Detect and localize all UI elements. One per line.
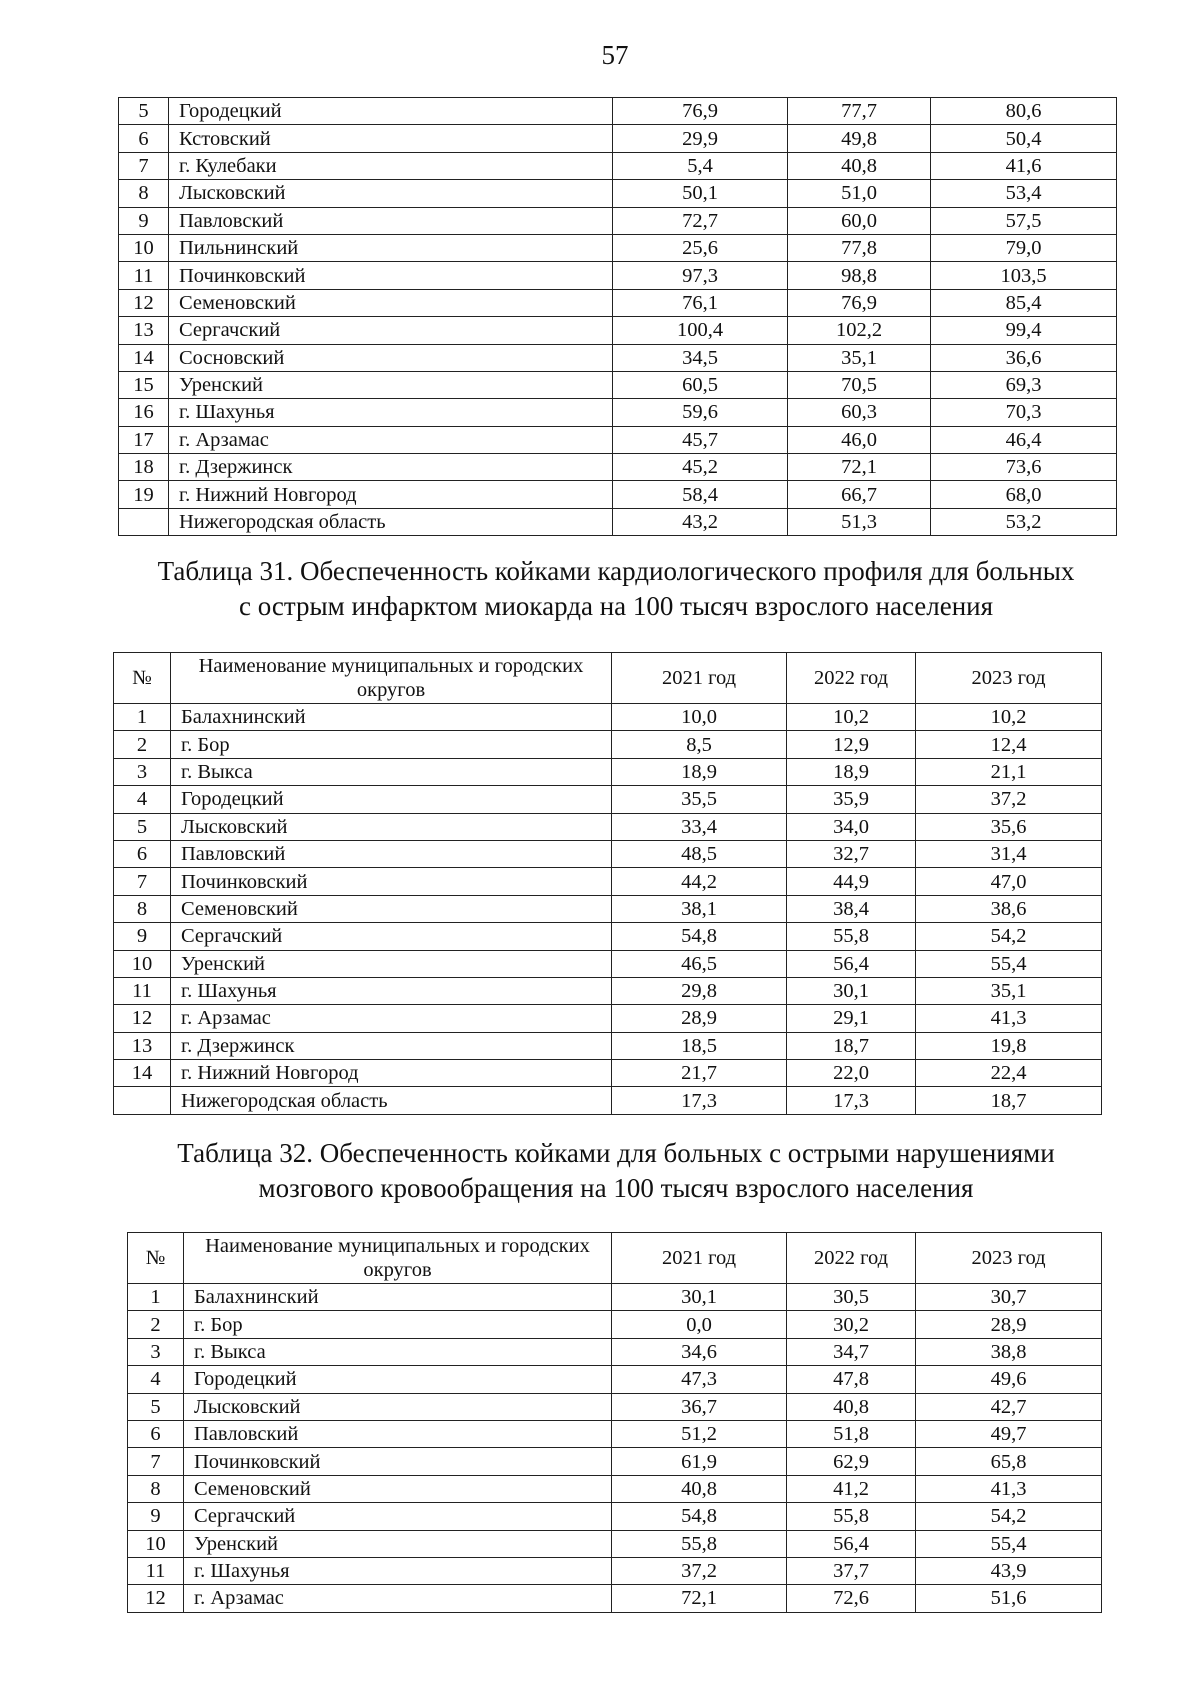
value-2021-cell: 38,1 — [612, 895, 787, 922]
value-2022-cell: 40,8 — [787, 1393, 916, 1420]
value-2022-cell: 22,0 — [787, 1060, 916, 1087]
district-name-cell: Лысковский — [169, 180, 613, 207]
value-2022-cell: 30,2 — [787, 1311, 916, 1338]
table-row — [119, 426, 1117, 453]
value-2022-cell: 49,8 — [788, 125, 931, 152]
header-2021: 2021 год — [612, 1233, 787, 1284]
value-2021-cell: 45,7 — [613, 426, 788, 453]
value-2023-cell: 79,0 — [931, 234, 1117, 261]
row-number-cell: 7 — [114, 868, 171, 895]
value-2023-cell: 18,7 — [916, 1087, 1102, 1114]
value-2023-cell: 41,6 — [931, 152, 1117, 179]
value-2021-cell: 17,3 — [612, 1087, 787, 1114]
value-2022-cell: 46,0 — [788, 426, 931, 453]
value-2023-cell: 51,6 — [916, 1585, 1102, 1612]
district-name-cell: Сосновский — [169, 344, 613, 371]
value-2022-cell: 37,7 — [787, 1557, 916, 1584]
value-2023-cell: 10,2 — [916, 704, 1102, 731]
row-number-cell: 10 — [119, 234, 169, 261]
table-row — [119, 399, 1117, 426]
table-32-caption-line-2: мозгового кровообращения на 100 тысяч взрослого населения — [258, 1173, 974, 1203]
table-row — [114, 786, 1102, 813]
row-number-cell: 3 — [128, 1338, 184, 1365]
district-name-cell: Кстовский — [169, 125, 613, 152]
value-2021-cell: 37,2 — [612, 1557, 787, 1584]
table-row — [119, 98, 1117, 125]
table-row — [128, 1366, 1102, 1393]
district-name-cell: Починковский — [184, 1448, 612, 1475]
value-2023-cell: 55,4 — [916, 1530, 1102, 1557]
value-2022-cell: 47,8 — [787, 1366, 916, 1393]
value-2021-cell: 100,4 — [613, 317, 788, 344]
value-2023-cell: 21,1 — [916, 758, 1102, 785]
value-2022-cell: 77,8 — [788, 234, 931, 261]
row-number-cell: 12 — [114, 1005, 171, 1032]
value-2022-cell: 29,1 — [787, 1005, 916, 1032]
row-number-cell: 11 — [114, 977, 171, 1004]
district-name-cell: Павловский — [169, 207, 613, 234]
table-row — [114, 1060, 1102, 1087]
value-2021-cell: 25,6 — [613, 234, 788, 261]
header-2023: 2023 год — [916, 653, 1102, 704]
table-row — [128, 1475, 1102, 1502]
row-number-cell: 11 — [119, 262, 169, 289]
district-name-cell: г. Дзержинск — [169, 454, 613, 481]
district-name-cell: Городецкий — [169, 98, 613, 125]
value-2021-cell: 5,4 — [613, 152, 788, 179]
value-2022-cell: 35,1 — [788, 344, 931, 371]
row-number-cell: 12 — [119, 289, 169, 316]
value-2021-cell: 44,2 — [612, 868, 787, 895]
value-2023-cell: 103,5 — [931, 262, 1117, 289]
table-row — [119, 508, 1117, 535]
header-name: Наименование муниципальных и городских округов — [184, 1233, 612, 1284]
value-2023-cell: 47,0 — [916, 868, 1102, 895]
value-2021-cell: 29,8 — [612, 977, 787, 1004]
table-row — [128, 1311, 1102, 1338]
district-name-cell: Городецкий — [171, 786, 612, 813]
value-2022-cell: 17,3 — [787, 1087, 916, 1114]
value-2022-cell: 66,7 — [788, 481, 931, 508]
value-2021-cell: 76,1 — [613, 289, 788, 316]
table-row — [119, 317, 1117, 344]
value-2023-cell: 65,8 — [916, 1448, 1102, 1475]
value-2023-cell: 38,8 — [916, 1338, 1102, 1365]
value-2022-cell: 56,4 — [787, 1530, 916, 1557]
table-row — [128, 1585, 1102, 1612]
table-row — [114, 977, 1102, 1004]
table-31-caption-line-1: Таблица 31. Обеспеченность койками кардиологического профиля для больных — [157, 556, 1075, 586]
district-name-cell: Сергачский — [169, 317, 613, 344]
value-2023-cell: 69,3 — [931, 371, 1117, 398]
row-number-cell: 12 — [128, 1585, 184, 1612]
value-2021-cell: 34,5 — [613, 344, 788, 371]
table-row — [119, 180, 1117, 207]
value-2023-cell: 70,3 — [931, 399, 1117, 426]
district-name-cell: Лысковский — [184, 1393, 612, 1420]
value-2023-cell: 53,2 — [931, 508, 1117, 535]
row-number-cell: 10 — [128, 1530, 184, 1557]
row-number-cell: 1 — [128, 1284, 184, 1311]
value-2021-cell: 34,6 — [612, 1338, 787, 1365]
value-2023-cell: 50,4 — [931, 125, 1117, 152]
district-name-cell: г. Выкса — [184, 1338, 612, 1365]
district-name-cell: г. Кулебаки — [169, 152, 613, 179]
table-row — [114, 704, 1102, 731]
value-2023-cell: 54,2 — [916, 923, 1102, 950]
table-row — [119, 289, 1117, 316]
value-2023-cell: 80,6 — [931, 98, 1117, 125]
row-number-cell: 11 — [128, 1557, 184, 1584]
value-2023-cell: 49,6 — [916, 1366, 1102, 1393]
header-2022: 2022 год — [787, 1233, 916, 1284]
value-2021-cell: 45,2 — [613, 454, 788, 481]
district-name-cell: Павловский — [171, 840, 612, 867]
value-2022-cell: 40,8 — [788, 152, 931, 179]
table-row — [119, 262, 1117, 289]
value-2021-cell: 10,0 — [612, 704, 787, 731]
value-2022-cell: 51,0 — [788, 180, 931, 207]
row-number-cell — [114, 1087, 171, 1114]
value-2023-cell: 30,7 — [916, 1284, 1102, 1311]
row-number-cell: 7 — [119, 152, 169, 179]
table-row — [114, 1005, 1102, 1032]
row-number-cell: 9 — [128, 1503, 184, 1530]
district-name-cell: Уренский — [169, 371, 613, 398]
value-2023-cell: 36,6 — [931, 344, 1117, 371]
row-number-cell: 19 — [119, 481, 169, 508]
table-row — [119, 125, 1117, 152]
table-31-caption — [0, 554, 1200, 624]
value-2021-cell: 72,1 — [612, 1585, 787, 1612]
value-2022-cell: 35,9 — [787, 786, 916, 813]
value-2022-cell: 55,8 — [787, 923, 916, 950]
table-32-caption-line-1: Таблица 32. Обеспеченность койками для больных с острыми нарушениями — [177, 1138, 1055, 1168]
value-2021-cell: 58,4 — [613, 481, 788, 508]
value-2021-cell: 59,6 — [613, 399, 788, 426]
table-row — [119, 234, 1117, 261]
table-row — [119, 371, 1117, 398]
table-row — [114, 923, 1102, 950]
district-name-cell: Павловский — [184, 1420, 612, 1447]
district-name-cell: г. Арзамас — [171, 1005, 612, 1032]
value-2023-cell: 31,4 — [916, 840, 1102, 867]
row-number-cell: 3 — [114, 758, 171, 785]
table-row — [119, 344, 1117, 371]
value-2022-cell: 51,3 — [788, 508, 931, 535]
value-2021-cell: 36,7 — [612, 1393, 787, 1420]
table-row — [128, 1420, 1102, 1447]
value-2023-cell: 35,6 — [916, 813, 1102, 840]
table-row — [114, 1032, 1102, 1059]
row-number-cell: 13 — [119, 317, 169, 344]
row-number-cell: 2 — [128, 1311, 184, 1338]
row-number-cell: 6 — [114, 840, 171, 867]
district-name-cell: Сергачский — [171, 923, 612, 950]
table-row — [114, 813, 1102, 840]
value-2021-cell: 28,9 — [612, 1005, 787, 1032]
district-name-cell: г. Арзамас — [184, 1585, 612, 1612]
table-row — [119, 207, 1117, 234]
value-2023-cell: 54,2 — [916, 1503, 1102, 1530]
row-number-cell: 1 — [114, 704, 171, 731]
page-number: 57 — [601, 40, 629, 70]
row-number-cell: 8 — [114, 895, 171, 922]
table-row — [114, 950, 1102, 977]
row-number-cell: 10 — [114, 950, 171, 977]
value-2022-cell: 18,9 — [787, 758, 916, 785]
district-name-cell: г. Шахунья — [169, 399, 613, 426]
value-2022-cell: 30,5 — [787, 1284, 916, 1311]
row-number-cell: 14 — [119, 344, 169, 371]
row-number-cell: 6 — [119, 125, 169, 152]
district-name-cell: г. Арзамас — [169, 426, 613, 453]
value-2023-cell: 46,4 — [931, 426, 1117, 453]
value-2023-cell: 19,8 — [916, 1032, 1102, 1059]
table-row — [114, 840, 1102, 867]
value-2023-cell: 41,3 — [916, 1005, 1102, 1032]
value-2021-cell: 40,8 — [612, 1475, 787, 1502]
district-name-cell: г. Дзержинск — [171, 1032, 612, 1059]
row-number-cell: 15 — [119, 371, 169, 398]
table-row — [114, 1087, 1102, 1114]
value-2021-cell: 60,5 — [613, 371, 788, 398]
row-number-cell: 5 — [114, 813, 171, 840]
value-2021-cell: 61,9 — [612, 1448, 787, 1475]
value-2023-cell: 43,9 — [916, 1557, 1102, 1584]
district-name-cell: Починковский — [171, 868, 612, 895]
value-2021-cell: 54,8 — [612, 1503, 787, 1530]
value-2021-cell: 21,7 — [612, 1060, 787, 1087]
value-2022-cell: 98,8 — [788, 262, 931, 289]
value-2021-cell: 48,5 — [612, 840, 787, 867]
row-number-cell — [119, 508, 169, 535]
value-2022-cell: 12,9 — [787, 731, 916, 758]
value-2023-cell: 41,3 — [916, 1475, 1102, 1502]
district-name-cell: г. Шахунья — [184, 1557, 612, 1584]
value-2021-cell: 43,2 — [613, 508, 788, 535]
row-number-cell: 13 — [114, 1032, 171, 1059]
district-name-cell: г. Нижний Новгород — [171, 1060, 612, 1087]
row-number-cell: 9 — [114, 923, 171, 950]
value-2021-cell: 8,5 — [612, 731, 787, 758]
district-name-cell: г. Бор — [171, 731, 612, 758]
value-2022-cell: 60,3 — [788, 399, 931, 426]
value-2021-cell: 18,9 — [612, 758, 787, 785]
district-name-cell: Починковский — [169, 262, 613, 289]
table-32 — [127, 1232, 1102, 1613]
value-2023-cell: 12,4 — [916, 731, 1102, 758]
value-2023-cell: 42,7 — [916, 1393, 1102, 1420]
district-name-cell: Балахнинский — [171, 704, 612, 731]
value-2021-cell: 29,9 — [613, 125, 788, 152]
value-2023-cell: 49,7 — [916, 1420, 1102, 1447]
value-2022-cell: 30,1 — [787, 977, 916, 1004]
value-2021-cell: 33,4 — [612, 813, 787, 840]
table-row — [114, 731, 1102, 758]
table-row — [128, 1284, 1102, 1311]
value-2023-cell: 57,5 — [931, 207, 1117, 234]
table-row — [114, 758, 1102, 785]
value-2023-cell: 99,4 — [931, 317, 1117, 344]
header-name: Наименование муниципальных и городских округов — [171, 653, 612, 704]
row-number-cell: 9 — [119, 207, 169, 234]
row-number-cell: 18 — [119, 454, 169, 481]
row-number-cell: 8 — [119, 180, 169, 207]
value-2021-cell: 50,1 — [613, 180, 788, 207]
row-number-cell: 5 — [128, 1393, 184, 1420]
value-2021-cell: 55,8 — [612, 1530, 787, 1557]
district-name-cell: Уренский — [184, 1530, 612, 1557]
row-number-cell: 17 — [119, 426, 169, 453]
value-2023-cell: 37,2 — [916, 786, 1102, 813]
value-2021-cell: 54,8 — [612, 923, 787, 950]
value-2023-cell: 35,1 — [916, 977, 1102, 1004]
district-name-cell: Балахнинский — [184, 1284, 612, 1311]
value-2021-cell: 35,5 — [612, 786, 787, 813]
value-2022-cell: 60,0 — [788, 207, 931, 234]
row-number-cell: 6 — [128, 1420, 184, 1447]
district-name-cell: Нижегородская область — [171, 1087, 612, 1114]
table-row — [119, 454, 1117, 481]
district-name-cell: Семеновский — [184, 1475, 612, 1502]
district-name-cell: Пильнинский — [169, 234, 613, 261]
table-row — [114, 868, 1102, 895]
table-32-caption — [0, 1136, 1200, 1206]
table-31-header-row — [114, 653, 1102, 704]
value-2023-cell: 55,4 — [916, 950, 1102, 977]
value-2022-cell: 18,7 — [787, 1032, 916, 1059]
value-2023-cell: 73,6 — [931, 454, 1117, 481]
value-2022-cell: 72,1 — [788, 454, 931, 481]
value-2022-cell: 56,4 — [787, 950, 916, 977]
district-name-cell: г. Шахунья — [171, 977, 612, 1004]
row-number-cell: 4 — [128, 1366, 184, 1393]
value-2021-cell: 97,3 — [613, 262, 788, 289]
value-2023-cell: 68,0 — [931, 481, 1117, 508]
row-number-cell: 14 — [114, 1060, 171, 1087]
district-name-cell: г. Выкса — [171, 758, 612, 785]
table-row — [128, 1503, 1102, 1530]
table-row — [128, 1530, 1102, 1557]
district-name-cell: Сергачский — [184, 1503, 612, 1530]
value-2023-cell: 28,9 — [916, 1311, 1102, 1338]
header-2021: 2021 год — [612, 653, 787, 704]
value-2021-cell: 18,5 — [612, 1032, 787, 1059]
value-2022-cell: 62,9 — [787, 1448, 916, 1475]
value-2021-cell: 76,9 — [613, 98, 788, 125]
value-2022-cell: 55,8 — [787, 1503, 916, 1530]
value-2022-cell: 77,7 — [788, 98, 931, 125]
value-2023-cell: 38,6 — [916, 895, 1102, 922]
value-2022-cell: 10,2 — [787, 704, 916, 731]
row-number-cell: 7 — [128, 1448, 184, 1475]
value-2021-cell: 47,3 — [612, 1366, 787, 1393]
row-number-cell: 8 — [128, 1475, 184, 1502]
row-number-cell: 16 — [119, 399, 169, 426]
header-number: № — [128, 1233, 184, 1284]
value-2023-cell: 22,4 — [916, 1060, 1102, 1087]
row-number-cell: 2 — [114, 731, 171, 758]
table-row — [119, 481, 1117, 508]
value-2021-cell: 46,5 — [612, 950, 787, 977]
district-name-cell: Городецкий — [184, 1366, 612, 1393]
header-2023: 2023 год — [916, 1233, 1102, 1284]
table-row — [128, 1448, 1102, 1475]
continued-table — [118, 97, 1117, 536]
district-name-cell: г. Нижний Новгород — [169, 481, 613, 508]
value-2022-cell: 32,7 — [787, 840, 916, 867]
table-32-header-row — [128, 1233, 1102, 1284]
table-31 — [113, 652, 1102, 1115]
district-name-cell: Лысковский — [171, 813, 612, 840]
value-2022-cell: 102,2 — [788, 317, 931, 344]
row-number-cell: 4 — [114, 786, 171, 813]
value-2022-cell: 76,9 — [788, 289, 931, 316]
value-2022-cell: 70,5 — [788, 371, 931, 398]
value-2021-cell: 51,2 — [612, 1420, 787, 1447]
header-number: № — [114, 653, 171, 704]
table-row — [119, 152, 1117, 179]
district-name-cell: Нижегородская область — [169, 508, 613, 535]
value-2023-cell: 53,4 — [931, 180, 1117, 207]
value-2022-cell: 34,7 — [787, 1338, 916, 1365]
district-name-cell: Уренский — [171, 950, 612, 977]
table-row — [114, 895, 1102, 922]
table-row — [128, 1557, 1102, 1584]
value-2023-cell: 85,4 — [931, 289, 1117, 316]
table-row — [128, 1338, 1102, 1365]
row-number-cell: 5 — [119, 98, 169, 125]
value-2022-cell: 41,2 — [787, 1475, 916, 1502]
table-row — [128, 1393, 1102, 1420]
value-2022-cell: 44,9 — [787, 868, 916, 895]
value-2021-cell: 72,7 — [613, 207, 788, 234]
value-2022-cell: 72,6 — [787, 1585, 916, 1612]
table-31-caption-line-2: с острым инфарктом миокарда на 100 тысяч взрослого населения — [238, 591, 994, 621]
value-2022-cell: 34,0 — [787, 813, 916, 840]
value-2022-cell: 51,8 — [787, 1420, 916, 1447]
value-2021-cell: 30,1 — [612, 1284, 787, 1311]
district-name-cell: г. Бор — [184, 1311, 612, 1338]
header-2022: 2022 год — [787, 653, 916, 704]
district-name-cell: Семеновский — [169, 289, 613, 316]
district-name-cell: Семеновский — [171, 895, 612, 922]
value-2022-cell: 38,4 — [787, 895, 916, 922]
value-2021-cell: 0,0 — [612, 1311, 787, 1338]
